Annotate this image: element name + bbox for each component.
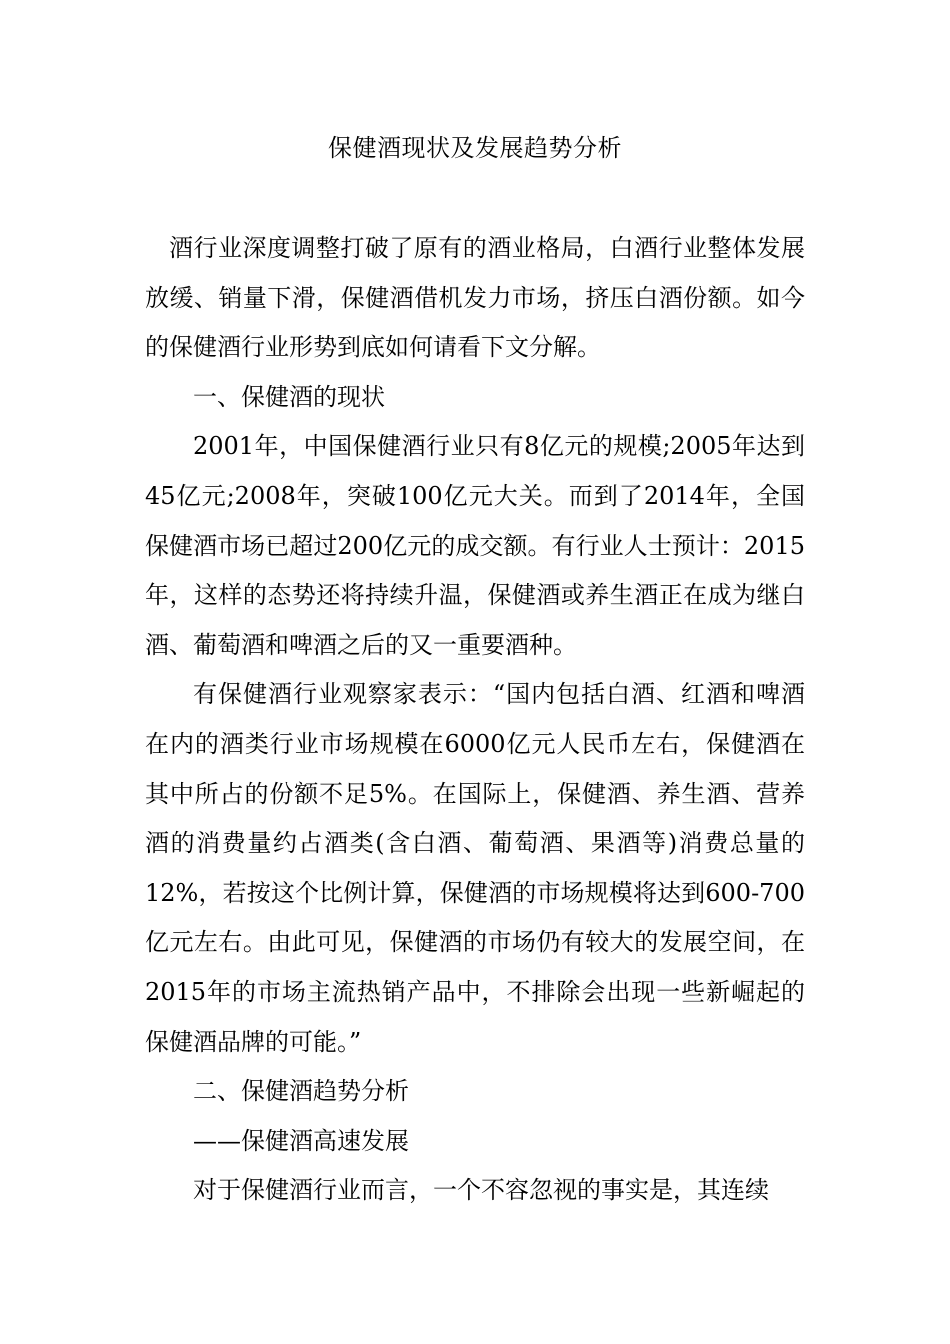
paragraph-market-growth: 2001年，中国保健酒行业只有8亿元的规模;2005年达到45亿元;2008年，突破100亿元大关。而到了2014年，全国保健酒市场已超过200亿元的成交额。有行业人士预计：2015年，这样的态势还将持续升温，保健酒或养生酒正在成为继白酒、葡萄酒和啤酒之后的又一重要酒种。 <box>145 432 805 659</box>
document-title: 保健酒现状及发展趋势分析 <box>328 134 622 162</box>
section-heading-trend-analysis: 二、保健酒趋势分析 <box>193 1077 409 1106</box>
paragraph-observer-quote: 有保健酒行业观察家表示：“国内包括白酒、红酒和啤酒在内的酒类行业市场规模在6000亿元人民币左右，保健酒在其中所占的份额不足5%。在国际上，保健酒、养生酒、营养酒的消费量约占酒类(含白酒、葡萄酒、果酒等)消费总量的12%，若按这个比例计算，保健酒的市场规模将达到600-700亿元左右。由此可见，保健酒的市场仍有较大的发展空间，在2015年的市场主流热销产品中，不排除会出现一些新崛起的保健酒品牌的可能。” <box>145 680 805 1056</box>
paragraph-intro: 酒行业深度调整打破了原有的酒业格局，白酒行业整体发展放缓、销量下滑，保健酒借机发力市场，挤压白酒份额。如今的保健酒行业形势到底如何请看下文分解。 <box>145 234 805 362</box>
section-heading-current-status: 一、保健酒的现状 <box>193 382 385 411</box>
paragraph-continuation: 对于保健酒行业而言，一个不容忽视的事实是，其连续 <box>193 1176 769 1205</box>
document-body <box>145 224 805 1216</box>
subheading-rapid-development: ——保健酒高速发展 <box>193 1126 409 1155</box>
